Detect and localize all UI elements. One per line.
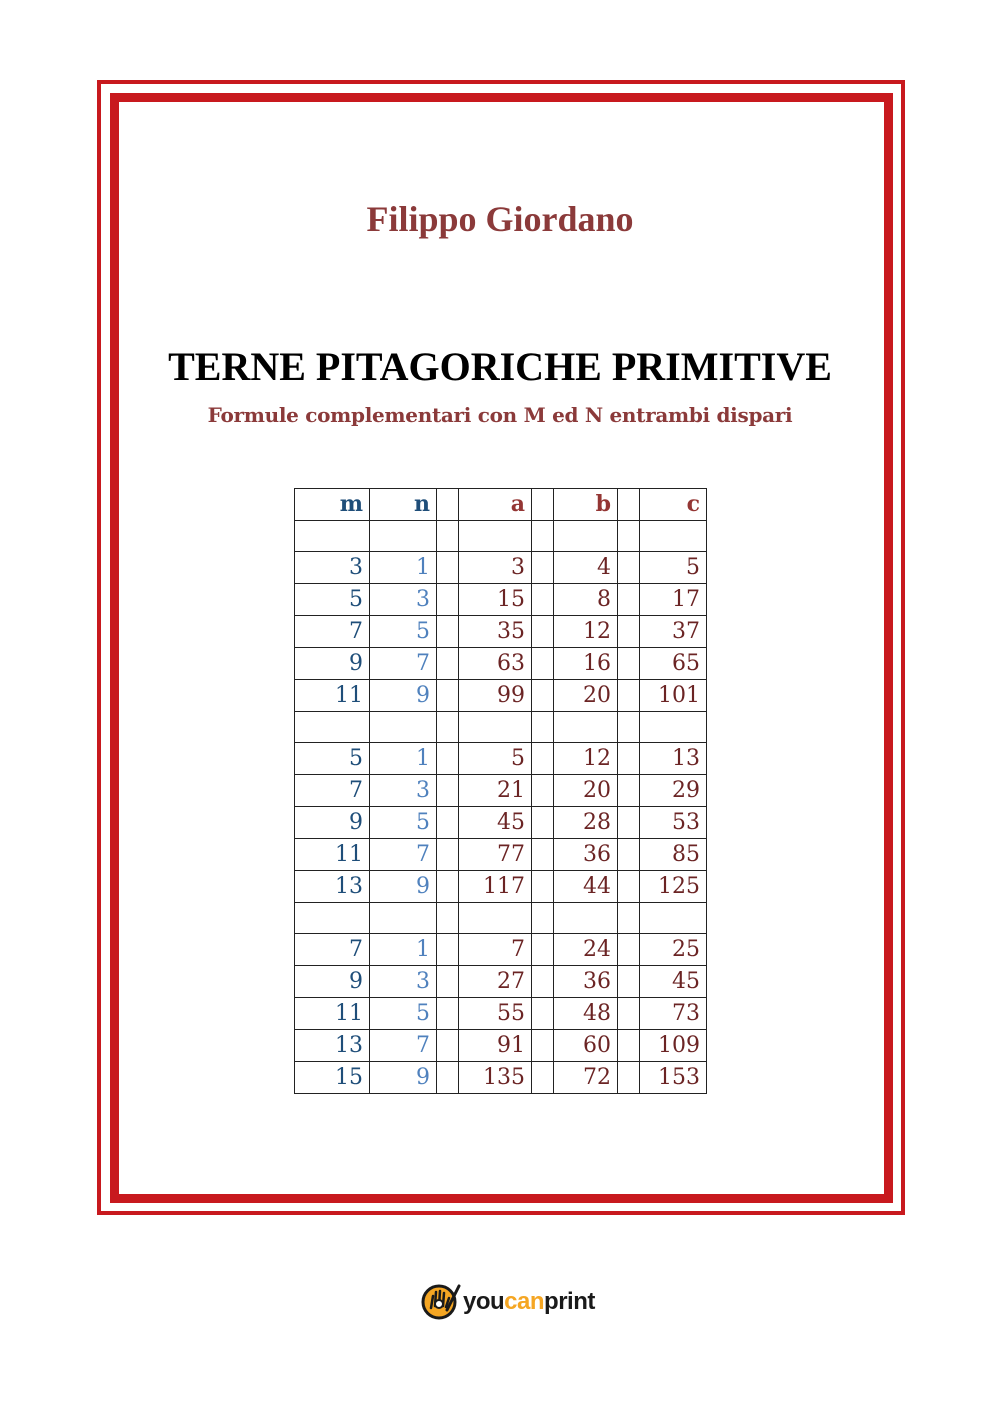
cell-c: 45 (640, 966, 707, 998)
spacer-cell (618, 552, 640, 584)
cell-n: 7 (370, 648, 437, 680)
spacer-cell (437, 998, 459, 1030)
cell-a: 5 (459, 743, 532, 775)
cell-b: 44 (554, 871, 618, 903)
cell-b: 4 (554, 552, 618, 584)
spacer-cell (437, 743, 459, 775)
table-row (295, 743, 707, 775)
header-c: c (640, 489, 707, 521)
spacer-cell (437, 934, 459, 966)
empty-cell (295, 903, 370, 934)
cell-c: 17 (640, 584, 707, 616)
empty-cell (532, 712, 554, 743)
table-row (295, 648, 707, 680)
spacer-cell (437, 807, 459, 839)
spacer-cell (437, 552, 459, 584)
book-subtitle: Formule complementari con M ed N entrambi dispari (207, 403, 793, 427)
spacer-cell (437, 648, 459, 680)
spacer-cell (618, 584, 640, 616)
cell-a: 135 (459, 1062, 532, 1094)
cell-m: 15 (295, 1062, 370, 1094)
empty-cell (437, 521, 459, 552)
cell-m: 9 (295, 966, 370, 998)
spacer-cell (437, 966, 459, 998)
cell-b: 48 (554, 998, 618, 1030)
cell-a: 7 (459, 934, 532, 966)
cell-b: 28 (554, 807, 618, 839)
cell-n: 7 (370, 1030, 437, 1062)
empty-cell (437, 903, 459, 934)
cell-m: 9 (295, 648, 370, 680)
cell-c: 125 (640, 871, 707, 903)
empty-cell (618, 903, 640, 934)
spacer-cell (532, 1062, 554, 1094)
cell-a: 91 (459, 1030, 532, 1062)
cell-a: 27 (459, 966, 532, 998)
spacer-cell (532, 807, 554, 839)
spacer-cell (532, 648, 554, 680)
empty-cell (640, 712, 707, 743)
blank-separator-row (295, 903, 707, 934)
empty-cell (370, 903, 437, 934)
pythagorean-triples-table (294, 488, 707, 1094)
cell-b: 60 (554, 1030, 618, 1062)
table-row (295, 966, 707, 998)
empty-cell (459, 903, 532, 934)
publisher-name: youcanprint (463, 1288, 595, 1315)
publisher-logo (421, 1281, 595, 1323)
spacer-cell (532, 489, 554, 521)
cell-a: 55 (459, 998, 532, 1030)
cell-a: 3 (459, 552, 532, 584)
cell-n: 3 (370, 584, 437, 616)
cell-b: 12 (554, 743, 618, 775)
header-n: n (370, 489, 437, 521)
cell-c: 53 (640, 807, 707, 839)
spacer-cell (618, 775, 640, 807)
table-row (295, 552, 707, 584)
cell-c: 109 (640, 1030, 707, 1062)
cell-m: 11 (295, 680, 370, 712)
cell-n: 3 (370, 966, 437, 998)
book-title: TERNE PITAGORICHE PRIMITIVE (168, 344, 832, 389)
cell-b: 20 (554, 775, 618, 807)
table-row (295, 934, 707, 966)
spacer-cell (618, 680, 640, 712)
cell-n: 5 (370, 807, 437, 839)
table-header-row (295, 489, 707, 521)
empty-cell (295, 712, 370, 743)
spacer-cell (618, 1030, 640, 1062)
table-row (295, 1062, 707, 1094)
empty-cell (618, 521, 640, 552)
empty-cell (618, 712, 640, 743)
spacer-cell (532, 680, 554, 712)
cell-c: 85 (640, 839, 707, 871)
cell-c: 73 (640, 998, 707, 1030)
spacer-cell (532, 871, 554, 903)
cell-b: 8 (554, 584, 618, 616)
cell-a: 63 (459, 648, 532, 680)
spacer-cell (437, 775, 459, 807)
spacer-cell (437, 839, 459, 871)
cell-m: 13 (295, 1030, 370, 1062)
cell-a: 21 (459, 775, 532, 807)
cell-b: 16 (554, 648, 618, 680)
cell-c: 153 (640, 1062, 707, 1094)
spacer-cell (532, 584, 554, 616)
empty-cell (459, 712, 532, 743)
cell-n: 1 (370, 934, 437, 966)
table-row (295, 680, 707, 712)
cell-m: 5 (295, 584, 370, 616)
empty-cell (640, 521, 707, 552)
cell-m: 7 (295, 616, 370, 648)
spacer-cell (618, 934, 640, 966)
cell-c: 13 (640, 743, 707, 775)
spacer-cell (437, 680, 459, 712)
cell-a: 117 (459, 871, 532, 903)
cell-n: 1 (370, 743, 437, 775)
spacer-cell (532, 616, 554, 648)
cell-c: 37 (640, 616, 707, 648)
spacer-cell (532, 1030, 554, 1062)
spacer-cell (532, 839, 554, 871)
cell-c: 65 (640, 648, 707, 680)
spacer-cell (437, 1062, 459, 1094)
cell-b: 36 (554, 839, 618, 871)
cell-m: 5 (295, 743, 370, 775)
cell-a: 15 (459, 584, 532, 616)
cell-b: 20 (554, 680, 618, 712)
cell-c: 101 (640, 680, 707, 712)
spacer-cell (618, 839, 640, 871)
empty-cell (437, 712, 459, 743)
cell-n: 9 (370, 1062, 437, 1094)
empty-cell (459, 521, 532, 552)
empty-cell (532, 521, 554, 552)
blank-separator-row (295, 521, 707, 552)
cell-m: 13 (295, 871, 370, 903)
cell-n: 1 (370, 552, 437, 584)
cell-a: 99 (459, 680, 532, 712)
cell-n: 7 (370, 839, 437, 871)
spacer-cell (532, 743, 554, 775)
spacer-cell (532, 552, 554, 584)
cell-n: 5 (370, 998, 437, 1030)
cell-n: 9 (370, 680, 437, 712)
table-row (295, 871, 707, 903)
cell-a: 77 (459, 839, 532, 871)
empty-cell (295, 521, 370, 552)
spacer-cell (618, 648, 640, 680)
table-row (295, 775, 707, 807)
table-row (295, 998, 707, 1030)
empty-cell (640, 903, 707, 934)
cell-b: 36 (554, 966, 618, 998)
table-row (295, 616, 707, 648)
cell-b: 24 (554, 934, 618, 966)
header-m: m (295, 489, 370, 521)
spacer-cell (618, 807, 640, 839)
spacer-cell (532, 775, 554, 807)
empty-cell (554, 521, 618, 552)
blank-separator-row (295, 712, 707, 743)
spacer-cell (618, 489, 640, 521)
table-body (295, 489, 707, 1094)
table-row (295, 584, 707, 616)
empty-cell (370, 712, 437, 743)
cell-m: 7 (295, 775, 370, 807)
hand-in-circle-icon (421, 1280, 461, 1325)
cell-n: 5 (370, 616, 437, 648)
header-b: b (554, 489, 618, 521)
cell-c: 29 (640, 775, 707, 807)
author-name: Filippo Giordano (366, 199, 634, 239)
cell-c: 25 (640, 934, 707, 966)
spacer-cell (618, 966, 640, 998)
spacer-cell (437, 616, 459, 648)
spacer-cell (618, 998, 640, 1030)
cell-b: 12 (554, 616, 618, 648)
header-a: a (459, 489, 532, 521)
spacer-cell (618, 743, 640, 775)
cell-m: 7 (295, 934, 370, 966)
spacer-cell (532, 966, 554, 998)
spacer-cell (618, 871, 640, 903)
spacer-cell (437, 1030, 459, 1062)
cell-b: 72 (554, 1062, 618, 1094)
cell-n: 9 (370, 871, 437, 903)
empty-cell (554, 903, 618, 934)
table-row (295, 1030, 707, 1062)
cell-c: 5 (640, 552, 707, 584)
empty-cell (554, 712, 618, 743)
spacer-cell (618, 616, 640, 648)
cell-m: 3 (295, 552, 370, 584)
spacer-cell (532, 998, 554, 1030)
empty-cell (370, 521, 437, 552)
cell-m: 9 (295, 807, 370, 839)
spacer-cell (437, 584, 459, 616)
spacer-cell (437, 489, 459, 521)
cell-m: 11 (295, 839, 370, 871)
cell-a: 45 (459, 807, 532, 839)
spacer-cell (618, 1062, 640, 1094)
cell-a: 35 (459, 616, 532, 648)
empty-cell (532, 903, 554, 934)
cell-m: 11 (295, 998, 370, 1030)
cell-n: 3 (370, 775, 437, 807)
spacer-cell (532, 934, 554, 966)
table-row (295, 839, 707, 871)
spacer-cell (437, 871, 459, 903)
table-row (295, 807, 707, 839)
